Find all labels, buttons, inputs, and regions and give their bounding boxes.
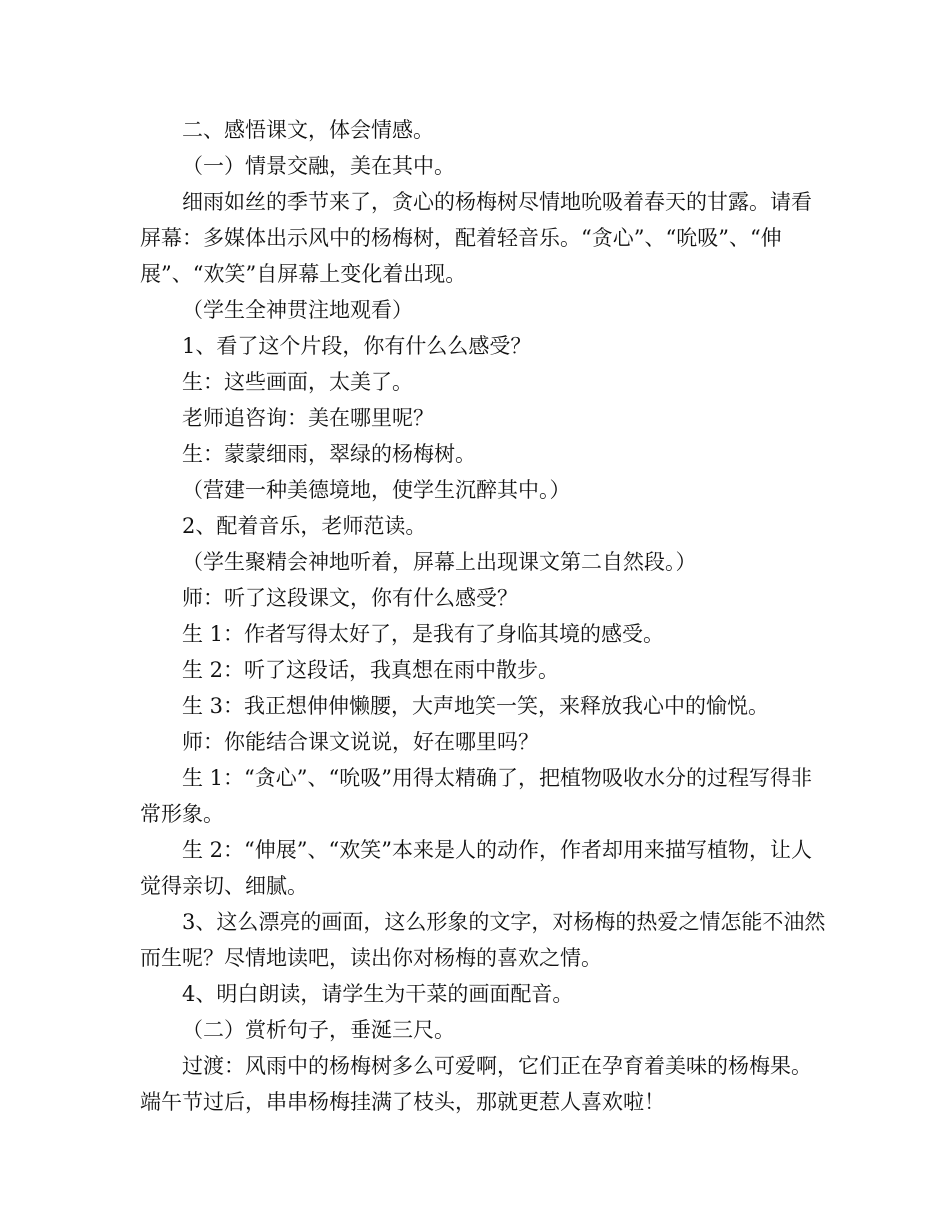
stage-note: （学生聚精会神地听着，屏幕上出现课文第二自然段。） <box>182 550 697 574</box>
dialogue-line: 生：这些画面，太美了。 <box>182 370 413 394</box>
section-heading: 二、感悟课文，体会情感。 <box>182 118 434 142</box>
body-paragraph: 2、配着音乐，老师范读。 <box>182 514 427 538</box>
dialogue-line: 生 3：我正想伸伸懒腰，大声地笑一笑，来释放我心中的愉悦。 <box>182 694 770 718</box>
subsection-heading: （二）赏析句子，垂涎三尺。 <box>182 1018 455 1042</box>
body-paragraph: 细雨如丝的季节来了，贪心的杨梅树尽情地吮吸着春天的甘露。请看屏幕：多媒体出示风中的杨梅树，配着轻音乐。“贪心”、“吮吸”、“伸展”、“欢笑”自屏幕上变化着出现。 <box>140 190 812 286</box>
dialogue-line: 生 2：听了这段话，我真想在雨中散步。 <box>182 658 560 682</box>
body-paragraph: 过渡：风雨中的杨梅树多么可爱啊，它们正在孕育着美味的杨梅果。端午节过后，串串杨梅挂满了枝头，那就更惹人喜欢啦！ <box>140 1054 812 1114</box>
subsection-heading: （一）情景交融，美在其中。 <box>182 154 455 178</box>
stage-note: （学生全神贯注地观看） <box>182 298 413 322</box>
dialogue-line: 生 1：“贪心”、“吮吸”用得太精确了，把植物吸收水分的过程写得非常形象。 <box>140 766 812 826</box>
dialogue-line: 生 1：作者写得太好了，是我有了身临其境的感受。 <box>182 622 665 646</box>
dialogue-line: 生：蒙蒙细雨，翠绿的杨梅树。 <box>182 442 476 466</box>
dialogue-line: 师：听了这段课文，你有什么感受？ <box>182 586 518 610</box>
stage-note: （营建一种美德境地，使学生沉醉其中。） <box>182 478 571 502</box>
body-paragraph: 4、明白朗读，请学生为干菜的画面配音。 <box>182 982 574 1006</box>
dialogue-line: 师：你能结合课文说说，好在哪里吗？ <box>182 730 539 754</box>
body-paragraph: 3、这么漂亮的画面，这么形象的文字，对杨梅的热爱之情怎能不油然而生呢？尽情地读吧，读出你对杨梅的喜欢之情。 <box>140 910 826 970</box>
dialogue-line: 老师追咨询：美在哪里呢？ <box>182 406 434 430</box>
body-paragraph: 1、看了这个片段，你有什么么感受？ <box>182 334 532 358</box>
document-page <box>140 112 826 1120</box>
dialogue-line: 生 2：“伸展”、“欢笑”本来是人的动作，作者却用来描写植物，让人觉得亲切、细腻。 <box>140 838 812 898</box>
